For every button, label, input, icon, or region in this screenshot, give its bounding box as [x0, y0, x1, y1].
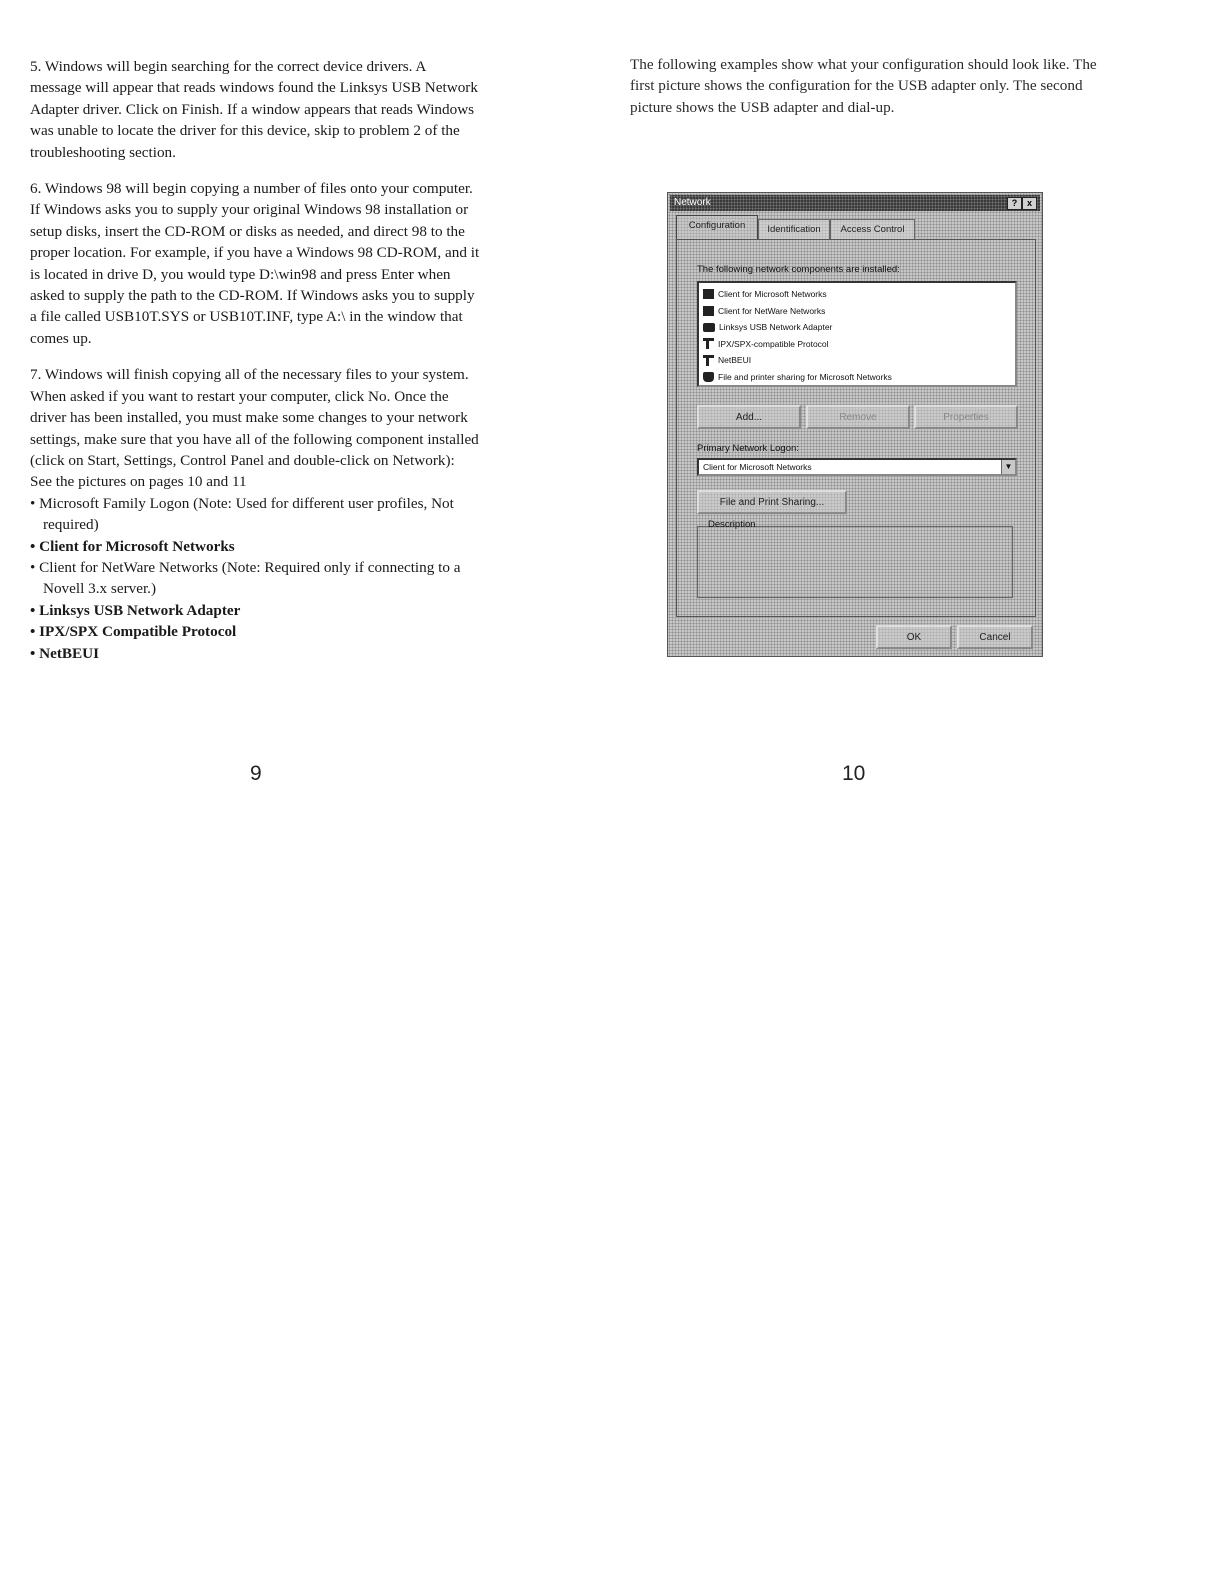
- bullet-item: • Linksys USB Network Adapter: [30, 601, 241, 619]
- bullet-item: • Client for NetWare Networks (Note: Required only if connecting to a Novell 3.x server.): [30, 558, 461, 598]
- list-item-label: IPX/SPX-compatible Protocol: [718, 338, 829, 349]
- list-item-label: NetBEUI: [718, 355, 752, 365]
- network-adapter-icon: [703, 323, 715, 332]
- network-client-icon: [703, 306, 714, 316]
- list-item[interactable]: [703, 286, 1011, 303]
- bullet-item: • Client for Microsoft Networks: [30, 537, 235, 555]
- tab-configuration[interactable]: Configuration: [676, 215, 758, 240]
- components-listbox[interactable]: [697, 281, 1017, 387]
- file-sharing-icon: [703, 372, 714, 382]
- help-icon[interactable]: ?: [1007, 197, 1022, 210]
- right-page-column: [630, 54, 1100, 133]
- list-item-label: Client for NetWare Networks: [718, 305, 826, 316]
- list-item[interactable]: [703, 303, 1011, 320]
- remove-button[interactable]: Remove: [806, 405, 910, 429]
- page-number-right: 10: [842, 762, 866, 785]
- network-dialog-screenshot: [667, 192, 1043, 657]
- list-item-label: File and printer sharing for Microsoft Networks: [718, 371, 892, 382]
- list-item[interactable]: [703, 319, 1011, 336]
- tab-access-control[interactable]: Access Control: [830, 219, 915, 239]
- primary-logon-select[interactable]: [697, 458, 1017, 476]
- properties-button[interactable]: Properties: [914, 405, 1018, 429]
- chevron-down-icon[interactable]: ▼: [1001, 460, 1015, 474]
- ok-button[interactable]: OK: [876, 625, 952, 649]
- dialog-titlebar: [670, 195, 1040, 211]
- tab-identification[interactable]: Identification: [758, 219, 830, 239]
- protocol-icon: [703, 338, 714, 349]
- primary-logon-value: Client for Microsoft Networks: [703, 462, 812, 472]
- file-print-sharing-button[interactable]: File and Print Sharing...: [697, 490, 847, 514]
- components-label: The following network components are installed:: [697, 264, 900, 275]
- list-item-label: Linksys USB Network Adapter: [719, 322, 833, 332]
- network-client-icon: [703, 289, 714, 299]
- bullet-item: • NetBEUI: [30, 644, 100, 662]
- component-bullet-list: [30, 493, 480, 664]
- page-number-left: 9: [250, 762, 262, 785]
- protocol-icon: [703, 355, 714, 366]
- cancel-button[interactable]: Cancel: [957, 625, 1033, 649]
- list-item[interactable]: [703, 352, 1011, 369]
- close-icon[interactable]: x: [1022, 197, 1037, 210]
- intro-paragraph: The following examples show what your configuration should look like. The first picture shows the configuration for the USB adapter only. The second picture shows the USB adapter and dial-up.: [630, 56, 1097, 116]
- list-item[interactable]: [703, 369, 1011, 386]
- description-group: [697, 526, 1013, 598]
- list-item-label: Client for Microsoft Networks: [718, 289, 827, 299]
- dialog-title: Network: [674, 197, 711, 208]
- step-7-paragraph: 7. Windows will finish copying all of the necessary files to your system. When asked if you want to restart your computer, click No. Once the driver has been installed, you must make some changes to your network settings, make sure that you have all of the following component installed (click on Start, Settings, Control Panel and double-click on Network): See the pictures on pages 10 and 11: [30, 366, 479, 491]
- primary-logon-label: Primary Network Logon:: [697, 443, 799, 454]
- step-6-paragraph: 6. Windows 98 will begin copying a number of files onto your computer. If Windows asks you to supply your original Windows 98 installation or setup disks, insert the CD-ROM or disks as needed, and direct 98 to the proper location. For example, if you have a Windows 98 CD-ROM, and it is located in drive D, you would type D:\win98 and press Enter when asked to supply the path to the CD-ROM. If Windows asks you to supply a file called USB10T.SYS or USB10T.INF, type A:\ in the window that comes up.: [30, 180, 480, 347]
- bullet-item: • Microsoft Family Logon (Note: Used for different user profiles, Not required): [30, 494, 454, 534]
- left-page-column: [30, 56, 480, 664]
- step-5-paragraph: 5. Windows will begin searching for the correct device drivers. A message will appear that reads windows found the Linksys USB Network Adapter driver. Click on Finish. If a window appears that reads Windows was unable to locate the driver for this device, skip to problem 2 of the troubleshooting section.: [30, 58, 478, 161]
- description-label: Description: [708, 519, 756, 530]
- list-item[interactable]: [703, 336, 1011, 353]
- add-button[interactable]: Add...: [697, 405, 801, 429]
- bullet-item: • IPX/SPX Compatible Protocol: [30, 623, 237, 641]
